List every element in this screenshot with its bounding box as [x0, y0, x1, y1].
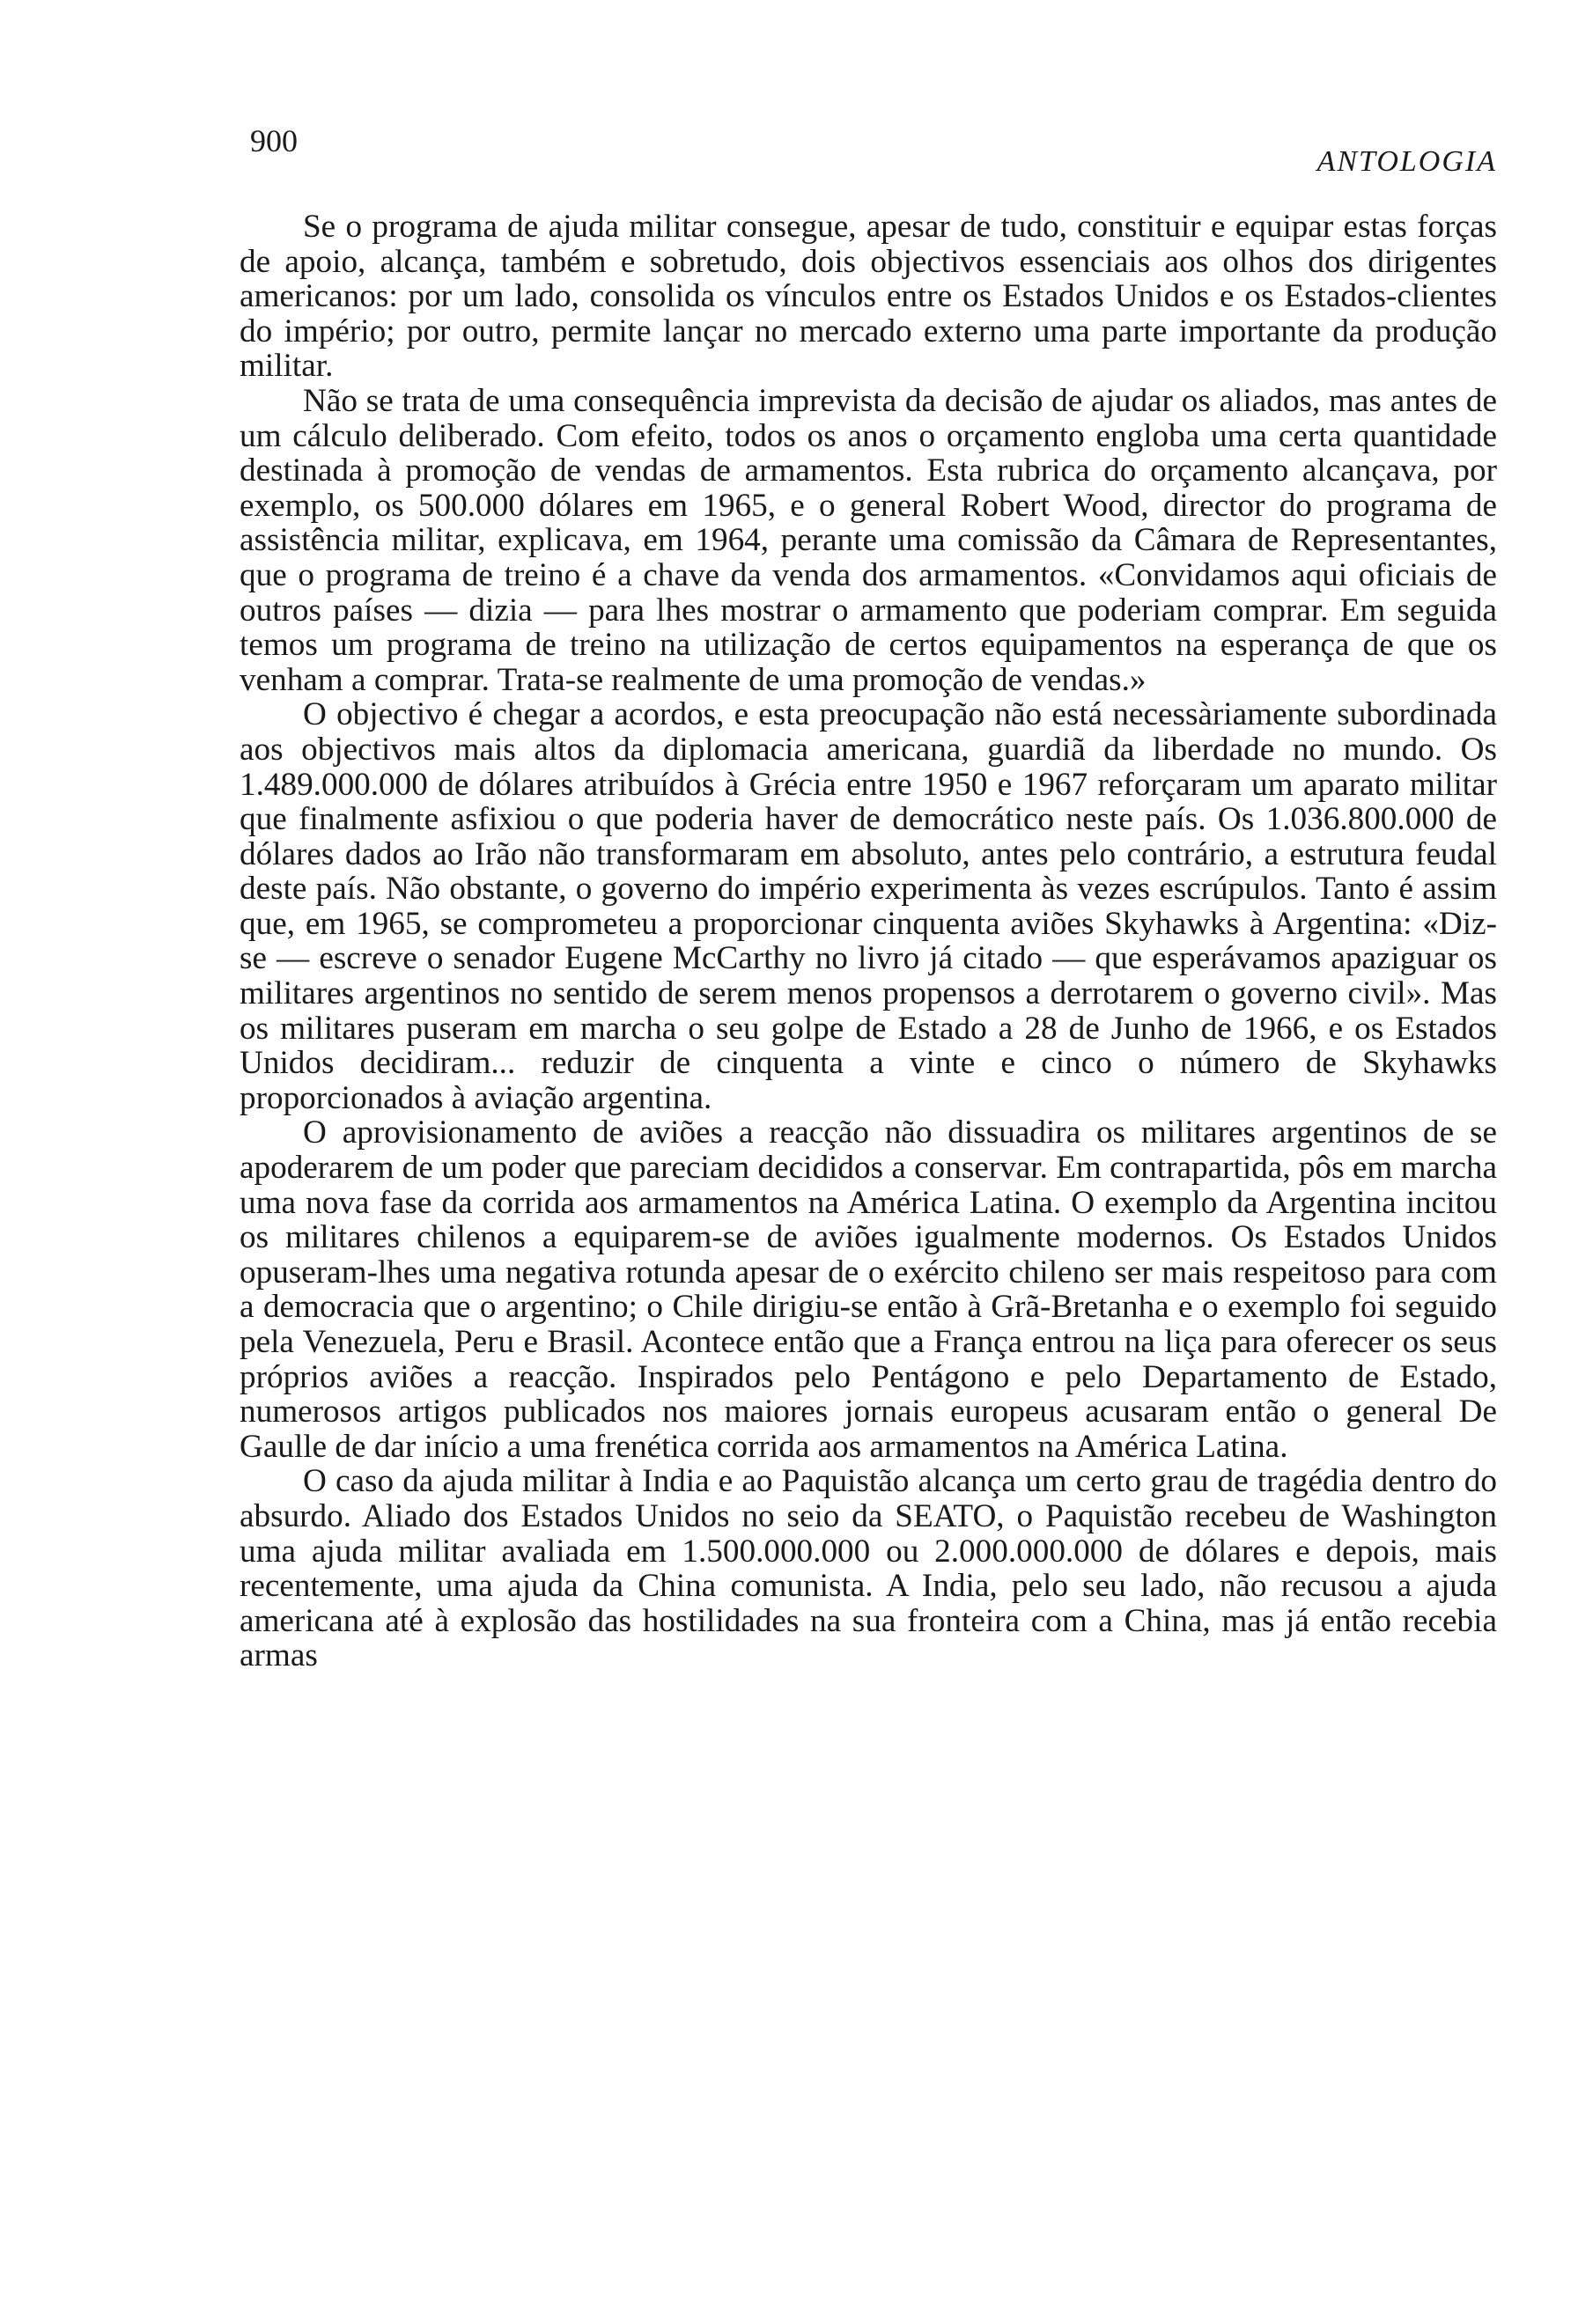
paragraph-1: Se o programa de ajuda militar consegue, apesar de tudo, constituir e equipar estas forças de apoio, alcança, também e sobretudo, dois objectivos essenciais aos olhos dos dirigentes americanos: por um lado, consolida os vínculos entre os Estados Unidos e os Estados-clientes do império; por outro, permite lançar no mercado externo uma parte importante da produção militar.	[240, 209, 1497, 385]
page-header	[250, 123, 1497, 176]
paragraph-4: O aprovisionamento de aviões a reacção não dissuadira os militares argentinos de se apoderarem de um poder que pareciam decididos a conservar. Em contrapartida, pôs em marcha uma nova fase da corrida aos armamentos na América Latina. O exemplo da Argentina incitou os militares chilenos a equiparem-se de aviões igualmente modernos. Os Estados Unidos opuseram-lhes uma negativa rotunda apesar de o exército chileno ser mais respeitoso para com a democracia que o argentino; o Chile dirigiu-se então à Grã-Bretanha e o exemplo foi seguido pela Venezuela, Peru e Brasil. Acontece então que a França entrou na liça para oferecer os seus próprios aviões a reacção. Inspirados pelo Pentágono e pelo Departamento de Estado, numerosos artigos publicados nos maiores jornais europeus acusaram então o general De Gaulle de dar início a uma frenética corrida aos armamentos na América Latina.	[240, 1114, 1498, 1465]
text-body	[240, 210, 1497, 1673]
paragraph-3: O objectivo é chegar a acordos, e esta preocupação não está necessàriamente subordinada aos objectivos mais altos da diplomacia americana, guardiã da liberdade no mundo. Os 1.489.000.000 de dólares atribuídos à Grécia entre 1950 e 1967 reforçaram um aparato militar que finalmente asfixiou o que poderia haver de democrático neste país. Os 1.036.800.000 de dólares dados ao Irão não transformaram em absoluto, antes pelo contrário, a estrutura feudal deste país. Não obstante, o governo do império experimenta às vezes escrúpulos. Tanto é assim que, em 1965, se comprometeu a proporcionar cinquenta aviões Skyhawks à Argentina: «Diz-se — escreve o senador Eugene McCarthy no livro já citado — que esperávamos apaziguar os militares argentinos no sentido de serem menos propensos a derrotarem o governo civil». Mas os militares puseram em marcha o seu golpe de Estado a 28 de Junho de 1966, e os Estados Unidos decidiram... reduzir de cinquenta a vinte e cinco o número de Skyhawks proporcionados à aviação argentina.	[240, 696, 1497, 1116]
paragraph-2: Não se trata de uma consequência imprevista da decisão de ajudar os aliados, mas antes de um cálculo deliberado. Com efeito, todos os anos o orçamento engloba uma certa quantidade destinada à promoção de vendas de armamentos. Esta rubrica do orçamento alcançava, por exemplo, os 500.000 dólares em 1965, e o general Robert Wood, director do programa de assistência militar, explicava, em 1964, perante uma comissão da Câmara de Representantes, que o programa de treino é a chave da venda dos armamentos. «Convidamos aqui oficiais de outros países — dizia — para lhes mostrar o armamento que poderiam comprar. Em seguida temos um programa de treino na utilização de certos equipamentos na esperança de que os venham a comprar. Trata-se realmente de uma promoção de vendas.»	[240, 382, 1497, 698]
page-number: 900	[250, 123, 298, 158]
paragraph-5: O caso da ajuda militar à India e ao Paquistão alcança um certo grau de tragédia dentro do absurdo. Aliado dos Estados Unidos no seio da SEATO, o Paquistão recebeu de Washington uma ajuda militar avaliada em 1.500.000.000 ou 2.000.000.000 de dólares e depois, mais recentemente, uma ajuda da China comunista. A India, pelo seu lado, não recusou a ajuda americana até à explosão das hostilidades na sua fronteira com a China, mas já então recebia armas	[240, 1463, 1497, 1674]
running-head: ANTOLOGIA	[1316, 145, 1497, 178]
